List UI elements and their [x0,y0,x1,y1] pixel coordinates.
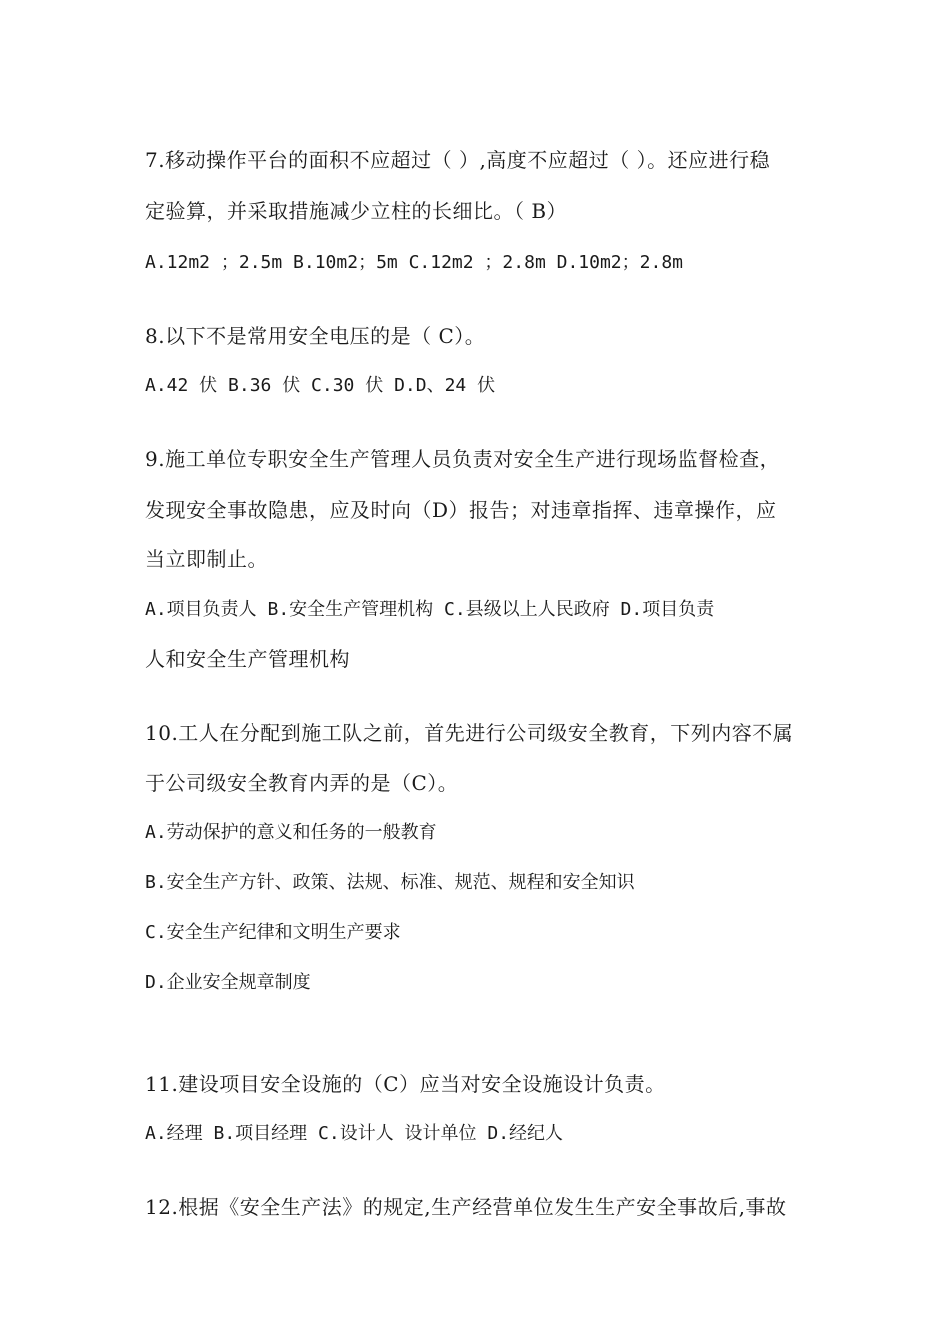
q8-options: A.42 伏 B.36 伏 C.30 伏 D.D、24 伏 [145,375,496,396]
q10-option-a: A.劳动保护的意义和任务的一般教育 [145,822,437,843]
q9-options-line-1: A.项目负责人 B.安全生产管理机构 C.县级以上人民政府 D.项目负责 [145,599,715,620]
q11-stem-line-1: 11.建设项目安全设施的（C）应当对安全设施设计负责。 [145,1072,666,1096]
q9-stem-line-3: 当立即制止。 [145,547,268,571]
q7-options: A.12m2 ；2.5m B.10m2；5m C.12m2 ；2.8m D.10m2；2.8m [145,252,683,273]
q7-stem-line-1: 7.移动操作平台的面积不应超过（ ）,高度不应超过（ ）。还应进行稳 [145,148,771,172]
q10-stem-line-2: 于公司级安全教育内弄的是（C）。 [145,771,459,795]
q10-option-c: C.安全生产纪律和文明生产要求 [145,922,401,943]
q10-stem-line-1: 10.工人在分配到施工队之前，首先进行公司级安全教育，下列内容不属 [145,721,794,745]
q10-option-d: D.企业安全规章制度 [145,972,311,993]
q8-stem-line-1: 8.以下不是常用安全电压的是（ C）。 [145,324,486,348]
q12-stem-line-1: 12.根据《安全生产法》的规定,生产经营单位发生生产安全事故后,事故 [145,1195,787,1219]
q10-option-b: B.安全生产方针、政策、法规、标准、规范、规程和安全知识 [145,872,635,893]
q9-options-line-2: 人和安全生产管理机构 [145,647,350,671]
q11-options: A.经理 B.项目经理 C.设计人 设计单位 D.经纪人 [145,1123,564,1144]
q9-stem-line-1: 9.施工单位专职安全生产管理人员负责对安全生产进行现场监督检查， [145,447,781,471]
q7-stem-line-2: 定验算，并采取措施减少立柱的长细比。（ B） [145,199,568,223]
q9-stem-line-2: 发现安全事故隐患，应及时向（D）报告；对违章指挥、违章操作，应 [145,498,777,522]
